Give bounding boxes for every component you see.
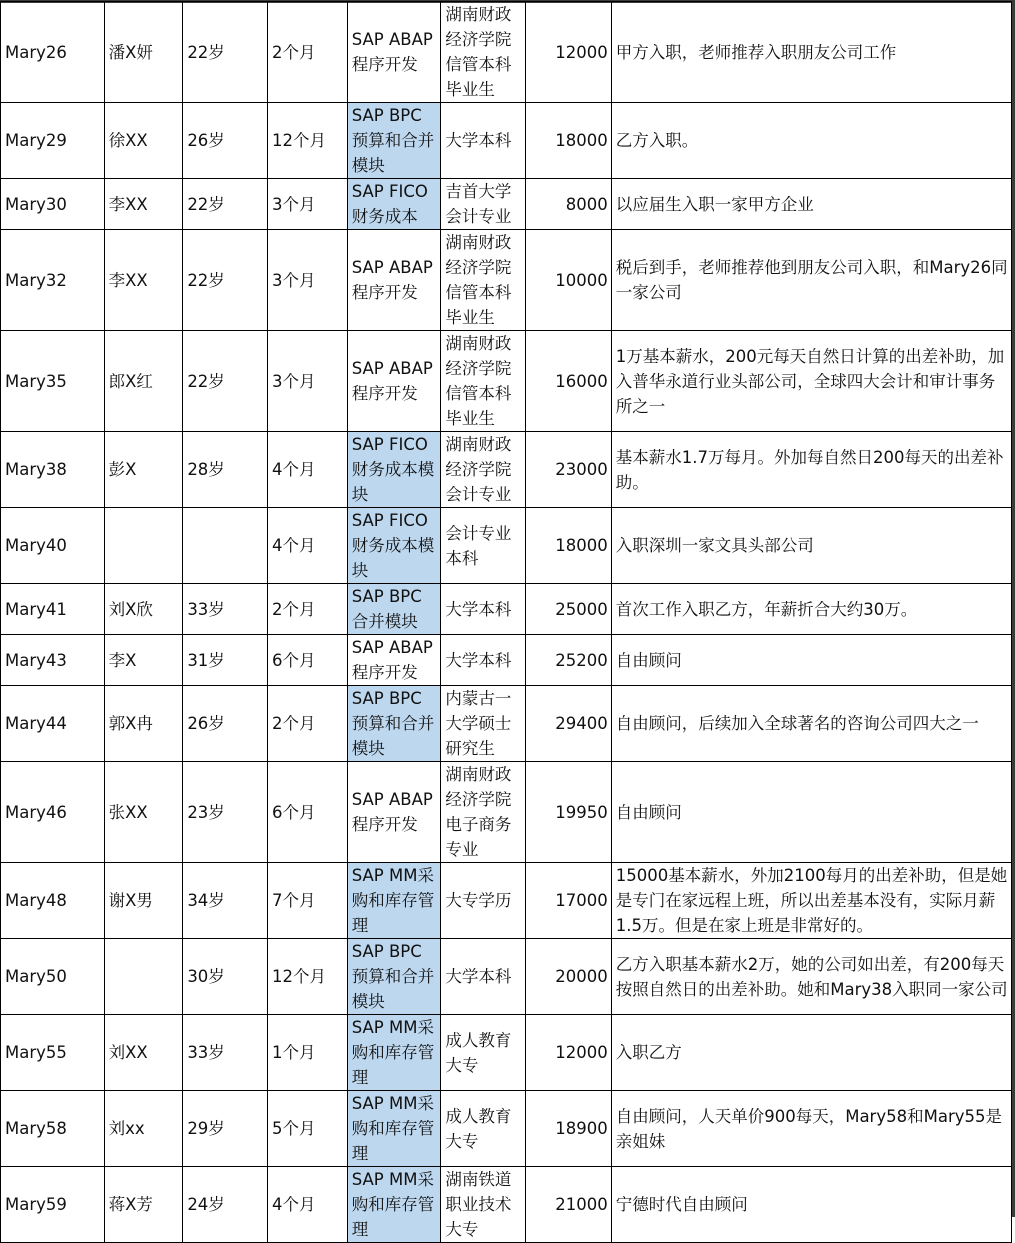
row-id-cell[interactable]: Mary58 xyxy=(1,1091,105,1167)
note-cell[interactable]: 1万基本薪水，200元每天自然日计算的出差补助，加入普华永道行业头部公司，全球四大会计和审计事务所之一 xyxy=(611,331,1011,432)
name-cell[interactable]: 刘XX xyxy=(104,1015,183,1091)
age-cell[interactable]: 22岁 xyxy=(183,331,268,432)
course-cell[interactable]: SAP ABAP程序开发 xyxy=(347,2,441,103)
note-cell[interactable]: 入职乙方 xyxy=(611,1015,1011,1091)
note-cell[interactable]: 自由顾问，后续加入全球著名的咨询公司四大之一 xyxy=(611,686,1011,762)
name-cell[interactable]: 李X xyxy=(104,635,183,686)
row-id-cell[interactable]: Mary38 xyxy=(1,432,105,508)
salary-cell[interactable]: 29400 xyxy=(526,686,612,762)
name-cell[interactable]: 刘X欣 xyxy=(104,584,183,635)
name-cell[interactable]: 徐XX xyxy=(104,103,183,179)
note-cell[interactable]: 甲方入职，老师推荐入职朋友公司工作 xyxy=(611,2,1011,103)
salary-cell[interactable]: 25000 xyxy=(526,584,612,635)
note-cell[interactable]: 乙方入职。 xyxy=(611,103,1011,179)
table-row xyxy=(1,863,1012,939)
age-cell[interactable]: 34岁 xyxy=(183,863,268,939)
note-cell[interactable]: 15000基本薪水，外加2100每月的出差补助，但是她是专门在家远程上班，所以出差基本没有，实际月薪1.5万。但是在家上班是非常好的。 xyxy=(611,863,1011,939)
course-cell[interactable]: SAP MM采购和库存管理 xyxy=(347,1015,441,1091)
salary-cell[interactable]: 16000 xyxy=(526,331,612,432)
row-id-cell[interactable]: Mary44 xyxy=(1,686,105,762)
education-cell[interactable]: 吉首大学会计专业 xyxy=(441,179,526,230)
age-cell[interactable] xyxy=(183,508,268,584)
row-id-cell[interactable]: Mary41 xyxy=(1,584,105,635)
age-cell[interactable]: 22岁 xyxy=(183,2,268,103)
duration-cell[interactable]: 1个月 xyxy=(268,1015,348,1091)
course-cell[interactable]: SAP ABAP程序开发 xyxy=(347,635,441,686)
duration-cell[interactable]: 2个月 xyxy=(268,686,348,762)
name-cell[interactable]: 张XX xyxy=(104,762,183,863)
row-id-cell[interactable]: Mary40 xyxy=(1,508,105,584)
salary-cell[interactable]: 25200 xyxy=(526,635,612,686)
student-results-table xyxy=(0,1,1012,1243)
education-cell[interactable]: 大学本科 xyxy=(441,939,526,1015)
note-cell[interactable]: 以应届生入职一家甲方企业 xyxy=(611,179,1011,230)
row-id-cell[interactable]: Mary46 xyxy=(1,762,105,863)
education-cell[interactable]: 大学本科 xyxy=(441,584,526,635)
table-row xyxy=(1,179,1012,230)
age-cell[interactable]: 33岁 xyxy=(183,584,268,635)
course-cell[interactable]: SAP MM采购和库存管理 xyxy=(347,1091,441,1167)
duration-cell[interactable]: 4个月 xyxy=(268,1167,348,1243)
course-cell[interactable]: SAP MM采购和库存管理 xyxy=(347,863,441,939)
age-cell[interactable]: 26岁 xyxy=(183,686,268,762)
education-cell[interactable]: 湖南铁道职业技术大专 xyxy=(441,1167,526,1243)
salary-cell[interactable]: 21000 xyxy=(526,1167,612,1243)
table-row xyxy=(1,762,1012,863)
age-cell[interactable]: 30岁 xyxy=(183,939,268,1015)
row-id-cell[interactable]: Mary30 xyxy=(1,179,105,230)
row-id-cell[interactable]: Mary26 xyxy=(1,2,105,103)
duration-cell[interactable]: 3个月 xyxy=(268,179,348,230)
education-cell[interactable]: 成人教育大专 xyxy=(441,1091,526,1167)
duration-cell[interactable]: 3个月 xyxy=(268,230,348,331)
course-cell[interactable]: SAP BPC合并模块 xyxy=(347,584,441,635)
row-id-cell[interactable]: Mary50 xyxy=(1,939,105,1015)
table-row xyxy=(1,103,1012,179)
row-id-cell[interactable]: Mary29 xyxy=(1,103,105,179)
age-cell[interactable]: 24岁 xyxy=(183,1167,268,1243)
course-cell[interactable]: SAP BPC预算和合并模块 xyxy=(347,103,441,179)
age-cell[interactable]: 29岁 xyxy=(183,1091,268,1167)
age-cell[interactable]: 31岁 xyxy=(183,635,268,686)
duration-cell[interactable]: 2个月 xyxy=(268,2,348,103)
education-cell[interactable]: 大专学历 xyxy=(441,863,526,939)
name-cell[interactable]: 谢X男 xyxy=(104,863,183,939)
table-row xyxy=(1,1167,1012,1243)
name-cell[interactable]: 刘xx xyxy=(104,1091,183,1167)
table-body xyxy=(1,2,1012,1243)
table-row xyxy=(1,635,1012,686)
note-cell[interactable]: 税后到手，老师推荐他到朋友公司入职，和Mary26同一家公司 xyxy=(611,230,1011,331)
age-cell[interactable]: 33岁 xyxy=(183,1015,268,1091)
salary-cell[interactable]: 23000 xyxy=(526,432,612,508)
education-cell[interactable]: 内蒙古一大学硕士研究生 xyxy=(441,686,526,762)
note-cell[interactable]: 入职深圳一家文具头部公司 xyxy=(611,508,1011,584)
duration-cell[interactable]: 12个月 xyxy=(268,103,348,179)
duration-cell[interactable]: 6个月 xyxy=(268,635,348,686)
row-id-cell[interactable]: Mary43 xyxy=(1,635,105,686)
education-cell[interactable]: 成人教育大专 xyxy=(441,1015,526,1091)
name-cell[interactable]: 彭X xyxy=(104,432,183,508)
name-cell[interactable]: 郎X红 xyxy=(104,331,183,432)
table-row xyxy=(1,1091,1012,1167)
salary-cell[interactable]: 20000 xyxy=(526,939,612,1015)
course-cell[interactable]: SAP ABAP程序开发 xyxy=(347,331,441,432)
note-cell[interactable]: 自由顾问，人天单价900每天，Mary58和Mary55是亲姐妹 xyxy=(611,1091,1011,1167)
duration-cell[interactable]: 12个月 xyxy=(268,939,348,1015)
salary-cell[interactable]: 10000 xyxy=(526,230,612,331)
salary-cell[interactable]: 18000 xyxy=(526,508,612,584)
education-cell[interactable]: 湖南财政经济学院信管本科毕业生 xyxy=(441,2,526,103)
education-cell[interactable]: 湖南财政经济学院信管本科毕业生 xyxy=(441,331,526,432)
salary-cell[interactable]: 18900 xyxy=(526,1091,612,1167)
salary-cell[interactable]: 12000 xyxy=(526,2,612,103)
table-row xyxy=(1,584,1012,635)
table-row xyxy=(1,2,1012,103)
name-cell[interactable]: 潘X妍 xyxy=(104,2,183,103)
course-cell[interactable]: SAP FICO财务成本模块 xyxy=(347,508,441,584)
age-cell[interactable]: 22岁 xyxy=(183,230,268,331)
education-cell[interactable]: 湖南财政经济学院电子商务专业 xyxy=(441,762,526,863)
name-cell[interactable]: 郭X冉 xyxy=(104,686,183,762)
note-cell[interactable]: 自由顾问 xyxy=(611,635,1011,686)
age-cell[interactable]: 22岁 xyxy=(183,179,268,230)
course-cell[interactable]: SAP BPC预算和合并模块 xyxy=(347,686,441,762)
education-cell[interactable]: 大学本科 xyxy=(441,103,526,179)
row-id-cell[interactable]: Mary32 xyxy=(1,230,105,331)
row-id-cell[interactable]: Mary35 xyxy=(1,331,105,432)
name-cell[interactable] xyxy=(104,508,183,584)
salary-cell[interactable]: 12000 xyxy=(526,1015,612,1091)
course-cell[interactable]: SAP BPC预算和合并模块 xyxy=(347,939,441,1015)
note-cell[interactable]: 首次工作入职乙方，年薪折合大约30万。 xyxy=(611,584,1011,635)
age-cell[interactable]: 28岁 xyxy=(183,432,268,508)
course-cell[interactable]: SAP FICO财务成本 xyxy=(347,179,441,230)
duration-cell[interactable]: 4个月 xyxy=(268,432,348,508)
table-row xyxy=(1,432,1012,508)
duration-cell[interactable]: 7个月 xyxy=(268,863,348,939)
course-cell[interactable]: SAP ABAP程序开发 xyxy=(347,230,441,331)
age-cell[interactable]: 23岁 xyxy=(183,762,268,863)
table-row xyxy=(1,230,1012,331)
education-cell[interactable]: 会计专业本科 xyxy=(441,508,526,584)
education-cell[interactable]: 湖南财政经济学院信管本科毕业生 xyxy=(441,230,526,331)
course-cell[interactable]: SAP ABAP程序开发 xyxy=(347,762,441,863)
table-row xyxy=(1,1015,1012,1091)
education-cell[interactable]: 大学本科 xyxy=(441,635,526,686)
row-id-cell[interactable]: Mary48 xyxy=(1,863,105,939)
table-row xyxy=(1,508,1012,584)
duration-cell[interactable]: 4个月 xyxy=(268,508,348,584)
name-cell[interactable]: 李XX xyxy=(104,179,183,230)
salary-cell[interactable]: 17000 xyxy=(526,863,612,939)
duration-cell[interactable]: 6个月 xyxy=(268,762,348,863)
education-cell[interactable]: 湖南财政经济学院会计专业 xyxy=(441,432,526,508)
duration-cell[interactable]: 3个月 xyxy=(268,331,348,432)
duration-cell[interactable]: 5个月 xyxy=(268,1091,348,1167)
course-cell[interactable]: SAP MM采购和库存管理 xyxy=(347,1167,441,1243)
note-cell[interactable]: 乙方入职基本薪水2万，她的公司如出差，有200每天按照自然日的出差补助。她和Mary38入职同一家公司 xyxy=(611,939,1011,1015)
table-row xyxy=(1,939,1012,1015)
name-cell[interactable]: 李XX xyxy=(104,230,183,331)
salary-cell[interactable]: 8000 xyxy=(526,179,612,230)
duration-cell[interactable]: 2个月 xyxy=(268,584,348,635)
note-cell[interactable]: 基本薪水1.7万每月。外加每自然日200每天的出差补助。 xyxy=(611,432,1011,508)
salary-cell[interactable]: 18000 xyxy=(526,103,612,179)
course-cell[interactable]: SAP FICO财务成本模块 xyxy=(347,432,441,508)
row-id-cell[interactable]: Mary59 xyxy=(1,1167,105,1243)
name-cell[interactable]: 蒋X芳 xyxy=(104,1167,183,1243)
note-cell[interactable]: 自由顾问 xyxy=(611,762,1011,863)
name-cell[interactable] xyxy=(104,939,183,1015)
row-id-cell[interactable]: Mary55 xyxy=(1,1015,105,1091)
age-cell[interactable]: 26岁 xyxy=(183,103,268,179)
note-cell[interactable]: 宁德时代自由顾问 xyxy=(611,1167,1011,1243)
table-row xyxy=(1,686,1012,762)
salary-cell[interactable]: 19950 xyxy=(526,762,612,863)
table-row xyxy=(1,331,1012,432)
